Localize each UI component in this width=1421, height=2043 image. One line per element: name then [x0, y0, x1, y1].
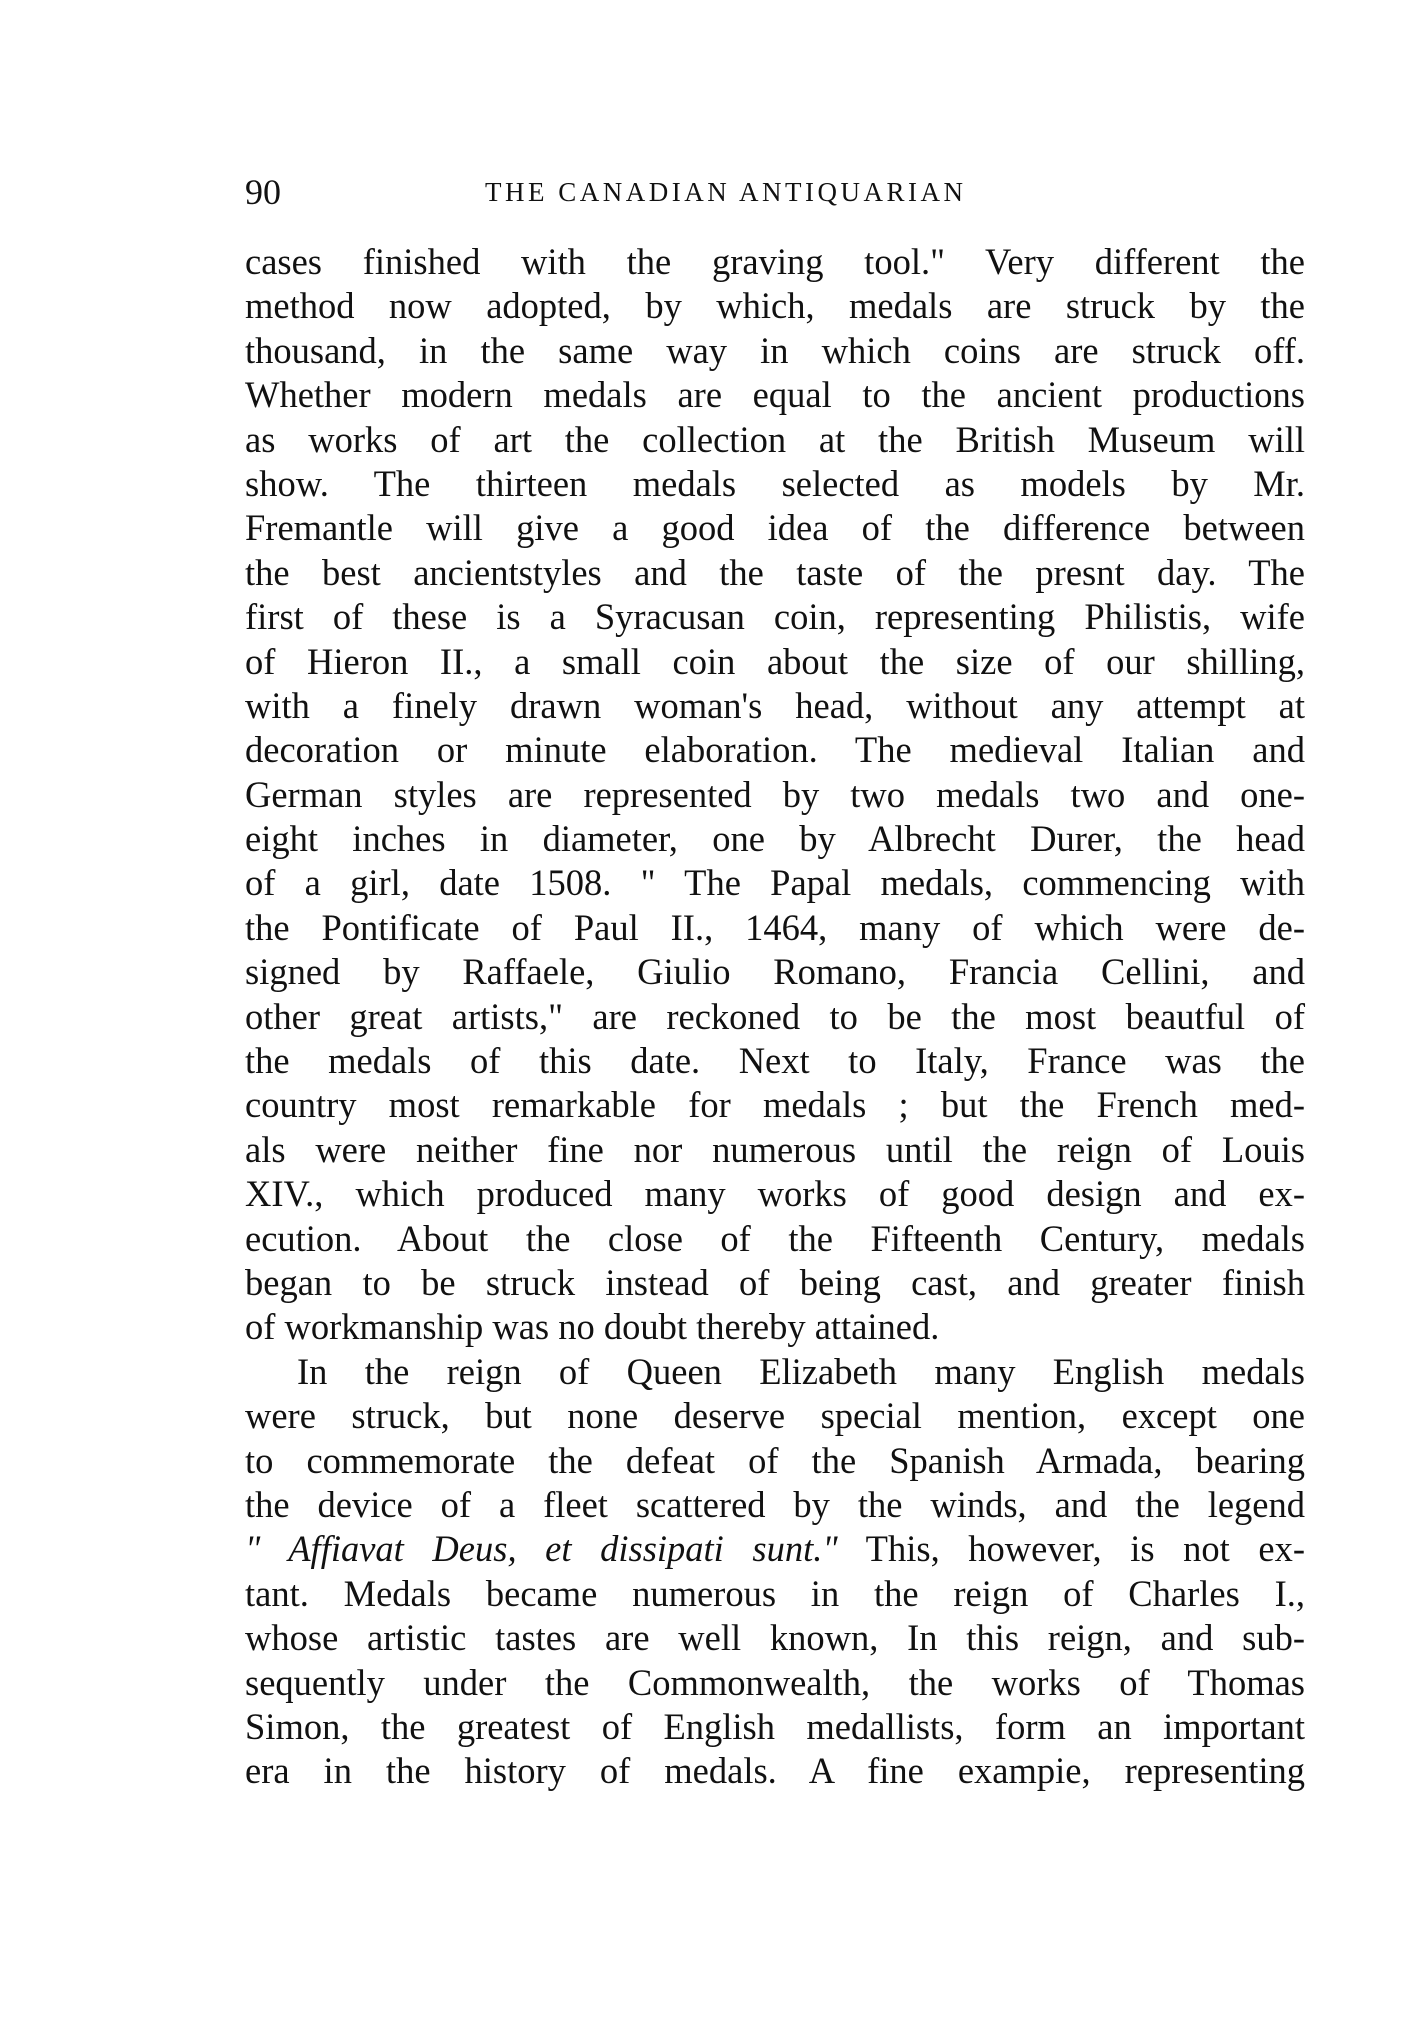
text-line: sequently under the Commonwealth, the works of Thomas [245, 1661, 1305, 1703]
page-number: 90 [245, 172, 281, 212]
latin-legend: " Affiavat Deus, et dissipati sunt." [245, 1528, 838, 1570]
text-line: show. The thirteen medals selected as models by Mr. [245, 462, 1305, 504]
text-line: were struck, but none deserve special mention, except one [245, 1395, 1305, 1437]
text-line: eight inches in diameter, one by Albrecht Durer, the head [245, 818, 1305, 860]
text-line: In the reign of Queen Elizabeth many English medals [297, 1350, 1305, 1392]
text-line: with a finely drawn woman's head, without any attempt at [245, 684, 1305, 726]
text-line: to commemorate the defeat of the Spanish Armada, bearing [245, 1439, 1305, 1481]
running-title: THE CANADIAN ANTIQUARIAN [485, 177, 967, 207]
text-line: other great artists," are reckoned to be the most beautful of [245, 995, 1305, 1037]
page-header [245, 170, 1305, 218]
paragraph-1 [245, 240, 1305, 1350]
text-line: country most remarkable for medals ; but the French med- [245, 1084, 1305, 1126]
text-line: cases finished with the graving tool." Very different the [245, 241, 1305, 282]
text-line: ecution. About the close of the Fifteenth Century, medals [245, 1217, 1305, 1259]
text-line: method now adopted, by which, medals are struck by the [245, 285, 1305, 327]
text-line: of a girl, date 1508. " The Papal medals, commencing with [245, 862, 1305, 904]
text-line: the device of a fleet scattered by the winds, and the legend [245, 1483, 1305, 1525]
text-line: Whether modern medals are equal to the ancient productions [245, 374, 1305, 416]
text-line: of workmanship was no doubt thereby attained. [245, 1306, 940, 1348]
text-line: als were neither fine nor numerous until the reign of Louis [245, 1128, 1305, 1170]
text-line: decoration or minute elaboration. The medieval Italian and [245, 729, 1305, 771]
text-line: whose artistic tastes are well known, In this reign, and sub- [245, 1617, 1305, 1659]
text-line: thousand, in the same way in which coins are struck off. [245, 329, 1305, 371]
text-segment: This, however, is not ex- [837, 1528, 1306, 1570]
text-line: first of these is a Syracusan coin, representing Philistis, wife [245, 596, 1305, 638]
text-line: era in the history of medals. A fine exampie, representing [245, 1750, 1305, 1792]
text-line: the best ancientstyles and the taste of the presnt day. The [245, 551, 1305, 593]
text-line: the Pontificate of Paul II., 1464, many of which were de- [245, 906, 1305, 948]
paragraph-2 [245, 1350, 1305, 1794]
text-line: XIV., which produced many works of good design and ex- [245, 1173, 1305, 1215]
text-line [245, 1527, 1305, 1571]
text-line: of Hieron II., a small coin about the size of our shilling, [245, 640, 1305, 682]
document-page [245, 170, 1305, 1794]
text-line: German styles are represented by two medals two and one- [245, 773, 1305, 815]
text-line: began to be struck instead of being cast, and greater finish [245, 1261, 1305, 1303]
text-line: as works of art the collection at the British Museum will [245, 418, 1305, 460]
body-text [245, 240, 1305, 1794]
text-line: the medals of this date. Next to Italy, France was the [245, 1040, 1305, 1082]
text-line: tant. Medals became numerous in the reign of Charles I., [245, 1572, 1305, 1614]
text-line: signed by Raffaele, Giulio Romano, Francia Cellini, and [245, 951, 1305, 993]
text-line: Fremantle will give a good idea of the difference between [245, 507, 1305, 549]
text-line: Simon, the greatest of English medallists, form an important [245, 1705, 1305, 1747]
